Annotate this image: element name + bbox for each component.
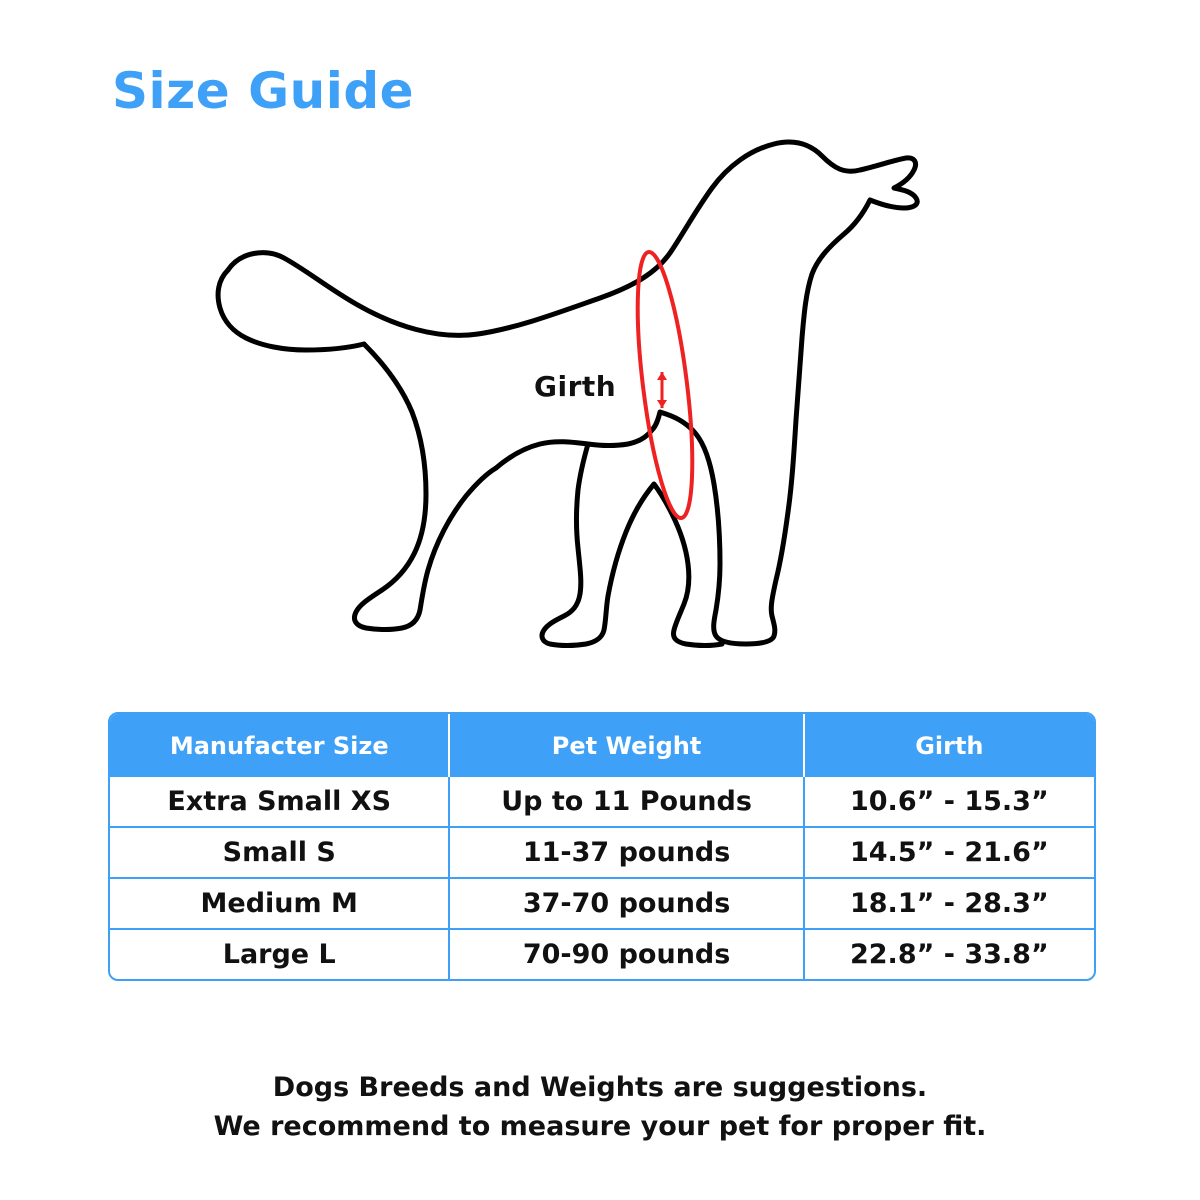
table-header-row <box>110 714 1094 777</box>
footer-line-1: Dogs Breeds and Weights are suggestions. <box>272 1072 928 1103</box>
header-pet-weight: Pet Weight <box>449 714 803 777</box>
cell-girth: 18.1” - 28.3” <box>804 878 1094 929</box>
cell-girth: 22.8” - 33.8” <box>849 939 1049 970</box>
cell-weight: 37-70 pounds <box>449 878 803 929</box>
page-title: Size Guide <box>112 62 415 120</box>
cell-weight: 70-90 pounds <box>449 929 803 979</box>
footer-line-2: We recommend to measure your pet for proper fit. <box>213 1111 987 1143</box>
girth-measure-loop <box>627 249 703 520</box>
cell-weight: 11-37 pounds <box>449 827 803 878</box>
size-table-container <box>108 712 1096 981</box>
cell-girth: 10.6” - 15.3” <box>804 777 1094 827</box>
cell-weight: Up to 11 Pounds <box>449 777 803 827</box>
table-row <box>110 929 1094 979</box>
size-table <box>110 714 1094 979</box>
cell-size: Small S <box>110 827 449 878</box>
girth-label: Girth <box>534 370 617 403</box>
table-row <box>110 777 1094 827</box>
header-girth: Girth <box>804 714 1094 777</box>
footer-note <box>0 1068 1200 1146</box>
cell-size: Large L <box>110 929 449 979</box>
table-row <box>110 878 1094 929</box>
cell-size: Extra Small XS <box>110 777 449 827</box>
cell-girth: 14.5” - 21.6” <box>804 827 1094 878</box>
table-row <box>110 827 1094 878</box>
cell-size: Medium M <box>110 878 449 929</box>
header-manufacter-size: Manufacter Size <box>110 714 449 777</box>
